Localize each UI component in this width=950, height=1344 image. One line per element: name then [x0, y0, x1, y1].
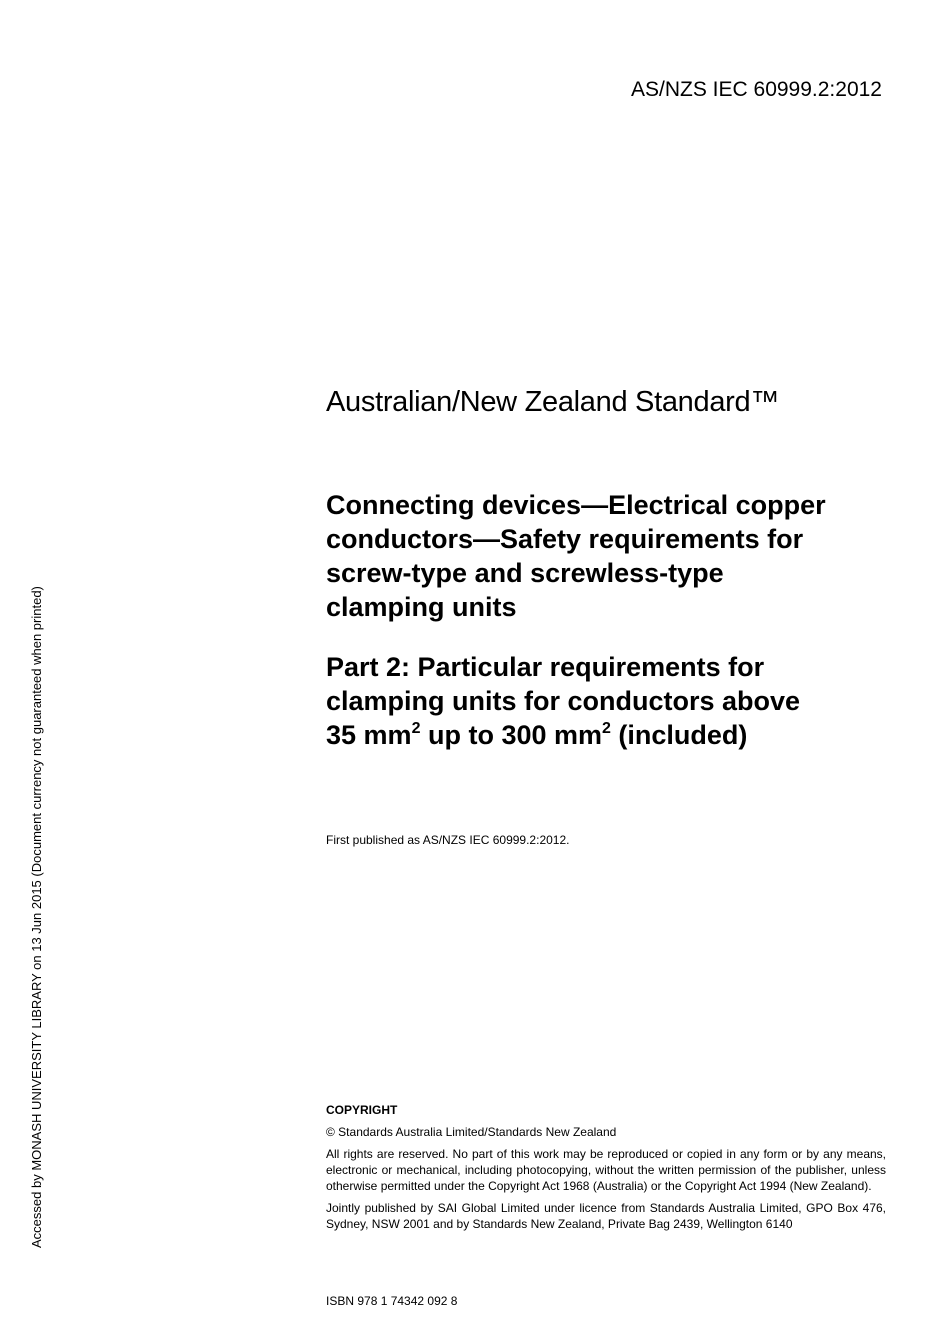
- title-line: conductors—Safety requirements for: [326, 524, 804, 554]
- part-title-text: (included): [610, 720, 748, 750]
- part-title: [326, 650, 886, 752]
- copyright-publisher: Jointly published by SAI Global Limited under licence from Standards Australia Limited, GPO Box 476, Sydney, NSW 2001 and by Standards New Zealand, Private Bag 2439, Wellington 6140: [326, 1201, 886, 1231]
- title-line: Connecting devices—Electrical copper: [326, 490, 826, 520]
- part-title-text: up to 300 mm: [420, 720, 603, 750]
- superscript: 2: [602, 720, 611, 737]
- copyright-block: [326, 1102, 886, 1238]
- document-title: [326, 488, 886, 624]
- title-line: screw-type and screwless-type: [326, 558, 724, 588]
- standard-number: AS/NZS IEC 60999.2:2012: [631, 78, 882, 101]
- part-title-line: Part 2: Particular requirements for: [326, 652, 765, 682]
- part-title-text: 35 mm: [326, 720, 412, 750]
- part-title-line: [326, 718, 886, 752]
- superscript: 2: [411, 720, 421, 737]
- copyright-rights: All rights are reserved. No part of this work may be reproduced or copied in any form or by any means, electronic or mechanical, including photocopying, without the written permission of the publisher, unless otherwise permitted under the Copyright Act 1968 (Australia) or the Copyright Act 1994 (New Zealand).: [326, 1147, 886, 1193]
- isbn: ISBN 978 1 74342 092 8: [326, 1294, 458, 1308]
- part-title-line: clamping units for conductors above: [326, 686, 801, 716]
- access-watermark: Accessed by MONASH UNIVERSITY LIBRARY on 13 Jun 2015 (Document currency not guaranteed when printed): [29, 586, 44, 1248]
- copyright-owner: © Standards Australia Limited/Standards New Zealand: [326, 1125, 617, 1139]
- title-line: clamping units: [326, 592, 517, 622]
- standard-series-name: Australian/New Zealand Standard™: [326, 386, 780, 418]
- first-published-note: First published as AS/NZS IEC 60999.2:2012.: [326, 833, 570, 847]
- copyright-heading: COPYRIGHT: [326, 1103, 398, 1117]
